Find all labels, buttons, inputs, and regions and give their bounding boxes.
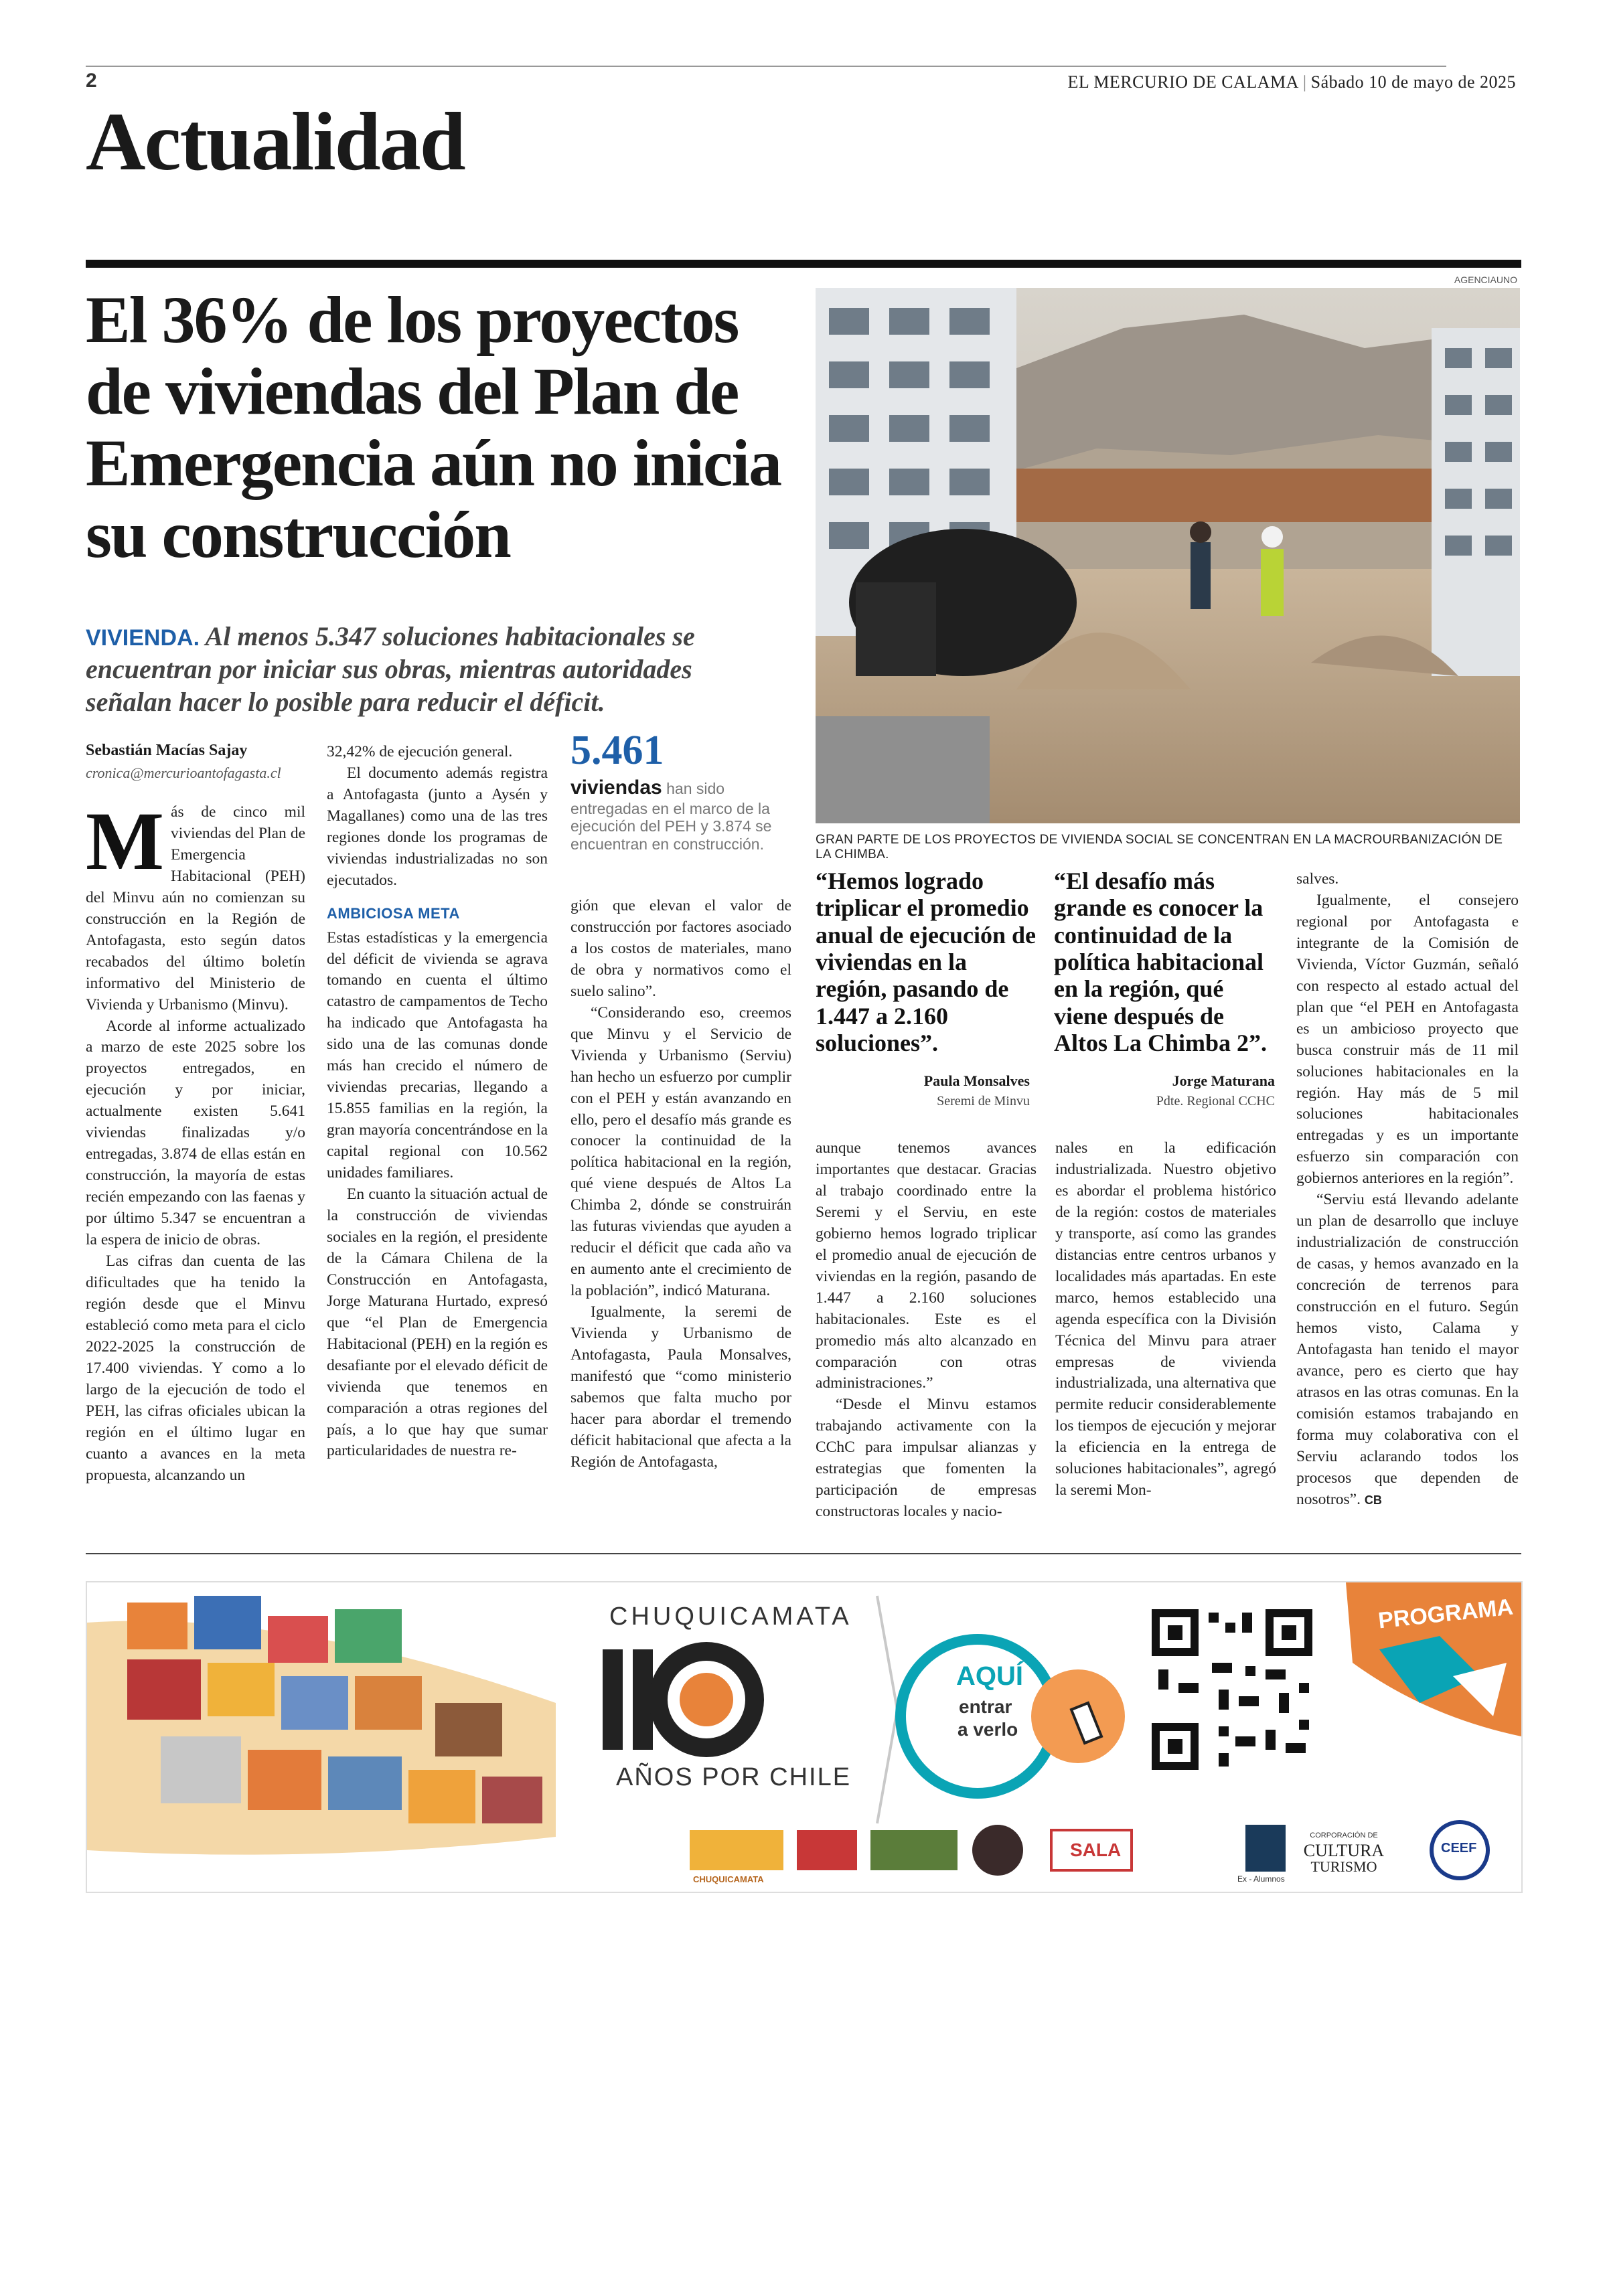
paragraph: Igualmente, la seremi de Vivienda y Urbanismo de Antofagasta, Paula Monsalves, manifestó que “como ministerio sabemos que falta mucho por hacer para abordar el tremendo déficit habitacional que afecta a la Región de Antofagasta, bbox=[570, 1303, 791, 1471]
paragraph: Estas estadísticas y la emergencia del déficit de vivienda se agrava tomando en cuenta el último catastro de campamentos de Techo ha indicado que Antofagasta ha sido una de las comunas donde más han crecido el número de viviendas precarias, llegando a 15.855 familias en la región, la gran mayoría concentrándose en la capital regional con 10.562 unidades familiares. bbox=[327, 928, 548, 1182]
column-6 bbox=[1296, 869, 1519, 1511]
photo-caption: GRAN PARTE DE LOS PROYECTOS DE VIVIENDA SOCIAL SE CONCENTRAN EN LA MACROURBANIZACIÓN DE LA CHIMBA. bbox=[816, 833, 1503, 862]
subhead: AMBICIOSA META bbox=[327, 904, 460, 922]
article-photo bbox=[816, 288, 1520, 823]
ad-chuqui-label: CHUQUICAMATA bbox=[609, 1603, 852, 1631]
paragraph: En cuanto la situación actual de la construcción de viviendas sociales en la región, el presidente de la Cámara Chilena de la Construcción en Antofagasta, Jorge Maturana Hurtado, expresó que “el Plan de Emergencia Habitacional (PEH) en la región es desafiante por el elevado déficit de vivienda que tenemos en comparación a otras regiones del país, a lo que hay que sumar particularidades de nuestra re- bbox=[327, 1185, 548, 1460]
construction-site-illustration bbox=[816, 288, 1520, 823]
column-1 bbox=[86, 795, 305, 1487]
paragraph: 32,42% de ejecución general. bbox=[327, 743, 513, 760]
stat-number: 5.461 bbox=[570, 728, 664, 773]
ad-aqui: AQUÍ bbox=[956, 1661, 1023, 1691]
article-bottom-rule bbox=[86, 1553, 1521, 1554]
sponsor-logo-sala: SALA bbox=[1070, 1839, 1122, 1860]
paragraph: gión que elevan el valor de construcción por factores asociado a los costos de materiales, mano de obra y normativos como el suelo salino”. bbox=[570, 897, 791, 1000]
column-3 bbox=[570, 896, 791, 1473]
ad-anniv-text: AÑOS POR CHILE bbox=[616, 1763, 852, 1791]
sponsor-logo-exalumnos: Ex - Alumnos bbox=[1237, 1874, 1285, 1884]
paragraph: Las cifras dan cuenta de las dificultades que ha tenido la región desde que el Minvu estableció como meta para el ciclo 2022-2025 la construcción de 17.400 viviendas. Y como a lo largo de la ejecución de todo el PEH, las cifras oficiales ubican la región en el último lugar en cuanto a avances en la meta propuesta, alcanzando un bbox=[86, 1252, 305, 1484]
paragraph: “Desde el Minvu estamos trabajando activamente con la CChC para impulsar alianzas y estrategias que fomenten la participación de empresas constructoras locales y nacio- bbox=[816, 1396, 1037, 1521]
drop-cap: M bbox=[86, 795, 165, 887]
paragraph: salves. bbox=[1296, 870, 1339, 888]
ad-programa: PROGRAMA bbox=[1377, 1594, 1515, 1634]
issue-date: Sábado 10 de mayo de 2025 bbox=[1310, 72, 1516, 92]
masthead: EL MERCURIO DE CALAMA | Sábado 10 de mayo de 2025 bbox=[1067, 72, 1516, 92]
page-number: 2 bbox=[86, 70, 97, 92]
sponsor-logo-cultura-line2: CULTURA bbox=[1303, 1841, 1385, 1860]
author-byline: Sebastián Macías Sajay bbox=[86, 742, 248, 759]
quote-1-name: Paula Monsalves bbox=[923, 1072, 1030, 1089]
section-title: Actualidad bbox=[86, 96, 465, 187]
advertisement-banner[interactable] bbox=[86, 1581, 1523, 1893]
paragraph: Igualmente, el consejero regional por Antofagasta e integrante de la Comisión de Vivienda, Víctor Guzmán, señaló con respecto al estado actual del plan que “el PEH en Antofagasta es un ambicioso proyecto que busca construir más de 11 mil soluciones habitacionales en la región. Hay más de 5 mil soluciones habitacionales entregadas y es un importante esfuerzo sin comparación con gobiernos anteriores en la región”. bbox=[1296, 891, 1519, 1187]
quote-1-role: Seremi de Minvu bbox=[937, 1094, 1030, 1109]
kicker: VIVIENDA. bbox=[86, 625, 200, 651]
paragraph: Acorde al informe actualizado a marzo de este 2025 sobre los proyectos entregados, en ejecución y por iniciar, actualmente existen 5.641 viviendas finalizadas y/o entregadas, 3.874 de ellas están en construcción, la mayoría de estas recién empezando con las faenas y por último 5.347 se encuentran a la espera de inicio de obras. bbox=[86, 1017, 305, 1249]
pull-quote-2: “El desafío más grande es conocer la continuidad de la política habitacional en la región, qué viene después de Altos La Chimba 2”. bbox=[1054, 868, 1268, 1056]
sponsor-logo-ceef: CEEF bbox=[1441, 1841, 1477, 1856]
column-5 bbox=[1055, 1138, 1276, 1501]
column-2 bbox=[327, 742, 548, 1462]
newspaper-name: EL MERCURIO DE CALAMA bbox=[1067, 72, 1299, 92]
paragraph: “Serviu está llevando adelante un plan de desarrollo que incluye industrialización de construcción de casas, y hemos avanzado en la concreción de terrenos para construcción en el futuro. Según hemos visto, Calama y Antofagasta han tenido el mayor avance, pero es cierto que hay atrasos en las otras comunas. En la comisión estamos trabajando en forma muy colaborativa con el Serviu aclarando todos los procesos que dependen de nosotros”. CB bbox=[1296, 1191, 1519, 1508]
column-4 bbox=[816, 1138, 1037, 1523]
deck-text: Al menos 5.347 soluciones habitacionales se encuentran por iniciar sus obras, mientras autoridades señalan hacer lo posible para reducir el déficit. bbox=[86, 621, 695, 718]
quote-2-name: Jorge Maturana bbox=[1172, 1072, 1275, 1089]
author-email[interactable]: cronica@mercurioantofagasta.cl bbox=[86, 764, 281, 781]
quote-2-role: Pdte. Regional CCHC bbox=[1156, 1094, 1275, 1109]
ad-entrar: entrar bbox=[959, 1696, 1012, 1717]
deck bbox=[86, 620, 782, 719]
stat-label: viviendas bbox=[570, 776, 662, 799]
sponsor-logo-cultura-line3: TURISMO bbox=[1310, 1858, 1377, 1875]
top-rule bbox=[86, 66, 1446, 67]
paragraph: El documento además registra a Antofagasta (junto a Aysén y Magallanes) como una de las tres regiones donde los programas de viviendas industrializadas no son ejecutados. bbox=[327, 764, 548, 889]
paragraph: “Considerando eso, creemos que Minvu y el Servicio de Vivienda y Urbanismo (Serviu) han hecho un esfuerzo por cumplir con el PEH y están avanzando en ello, pero el desafío más grande es conocer la continuidad de la política habitacional en la región, qué viene después de Altos La Chimba 2, dónde se construirán las futuras viviendas que ayuden a reducir el déficit que cada año va en aumento ante el crecimiento de la población”, indicó Maturana. bbox=[570, 1003, 791, 1300]
paragraph: Más de cinco mil viviendas del Plan de Emergencia Habitacional (PEH) del Minvu aún no comienzan su construcción en la Región de Antofagasta, esto según datos recabados del último boletín informativo del Ministerio de Vivienda y Urbanismo (Minvu). bbox=[86, 795, 305, 1013]
qr-code bbox=[1145, 1603, 1319, 1777]
sponsor-logo-chuquicamata: CHUQUICAMATA bbox=[693, 1874, 764, 1884]
ad-verlo: a verlo bbox=[958, 1719, 1018, 1740]
photo-credit: AGENCIAUNO bbox=[1454, 274, 1517, 285]
stat-text: viviendas han sido entregadas en el marco de la ejecución del PEH y 3.874 se encuentran en construcción. bbox=[570, 776, 772, 853]
section-rule bbox=[86, 260, 1521, 268]
pull-quote-1: “Hemos logrado triplicar el promedio anual de ejecución de viviendas en la región, pasando de 1.447 a 2.160 soluciones”. bbox=[816, 868, 1036, 1056]
sponsor-logo-cultura-line1: CORPORACIÓN DE bbox=[1310, 1831, 1378, 1839]
headline: El 36% de los proyectos de viviendas del Plan de Emergencia aún no inicia su construcción bbox=[86, 282, 781, 572]
paragraph: aunque tenemos avances importantes que destacar. Gracias al trabajo coordinado entre la Seremi y el Serviu, en este gobierno hemos logrado triplicar el promedio anual de ejecución de viviendas en la región, pasando de 1.447 a 2.160 soluciones habitacionales. Este es el promedio más alto alcanzado en comparación con otras administraciones.” bbox=[816, 1139, 1037, 1392]
paragraph: nales en la edificación industrializada. Nuestro objetivo es abordar el problema histórico de la región: costos de materiales y transporte, así como las grandes distancias entre centros urbanos y localidades más apartadas. En este marco, hemos establecido una agenda específica con la División Técnica del Minvu para atraer empresas de vivienda industrializada, una alternativa que permite reducir considerablemente los tiempos de ejecución y mejorar la eficiencia en la entrega de soluciones habitacionales”, agregó la seremi Mon- bbox=[1055, 1139, 1276, 1499]
end-mark: CB bbox=[1364, 1493, 1382, 1507]
